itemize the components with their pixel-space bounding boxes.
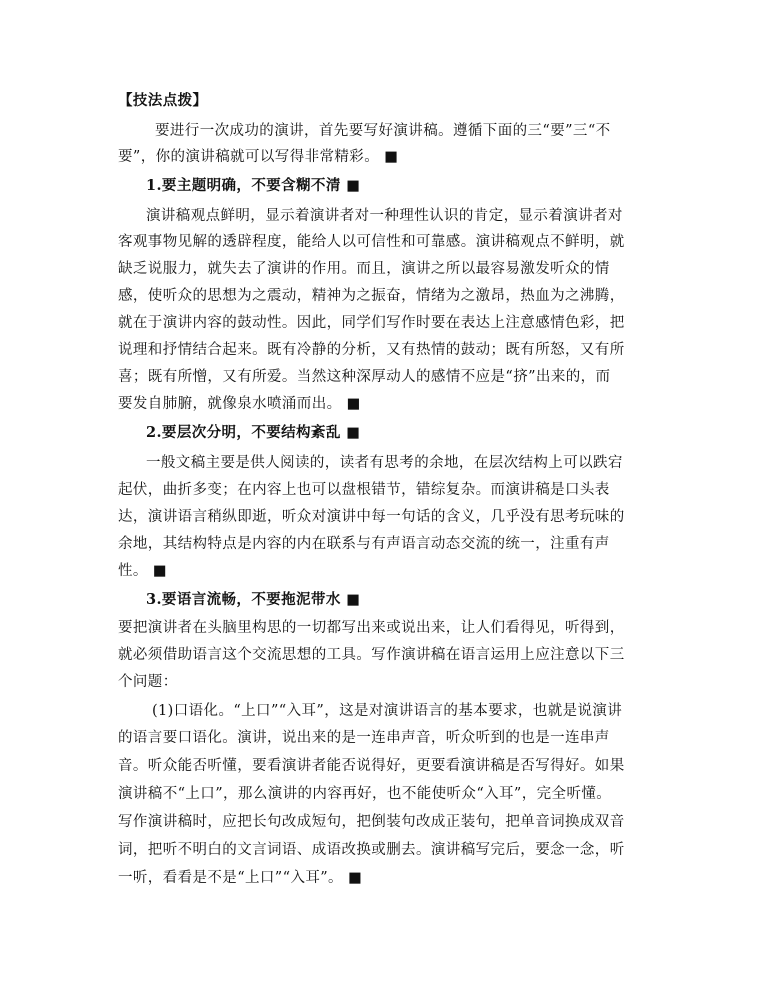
heading-3: 3.要语言流畅，不要拖泥带水 ■ [146,591,361,608]
paragraph-line: 就必须借助语言这个交流思想的工具。写作演讲稿在语言运用上应注意以下三 [118,647,625,663]
paragraph-line: 要发自肺腑，就像泉水喷涌而出。 ■ [118,396,361,412]
paragraph-line: 写作演讲稿时，应把长句改成短句，把倒装句改成正装句，把单音词换成双音 [118,814,625,830]
paragraph-line: 起伏，曲折多变；在内容上也可以盘根错节，错综复杂。而演讲稿是口头表 [118,482,610,498]
paragraph-line: 达，演讲语言稍纵即逝，听众对演讲中每一句话的含义，几乎没有思考玩味的 [118,509,625,525]
paragraph-line: 说理和抒情结合起来。既有冷静的分析，又有热情的鼓动；既有所怒，又有所 [118,342,625,358]
paragraph-line: 演讲稿不“上口”，那么演讲的内容再好，也不能使听众“入耳”，完全听懂。 [118,786,612,802]
paragraph-line: 词，把听不明白的文言词语、成语改换或删去。演讲稿写完后，要念一念，听 [118,842,625,858]
paragraph-line: 感，使听众的思想为之震动，精神为之振奋，情绪为之激昂，热血为之沸腾， [118,288,625,304]
paragraph-line: 的语言要口语化。演讲，说出来的是一连串声音，听众听到的也是一连串声 [118,730,610,746]
paragraph-line: (1)口语化。“上口”“入耳”，这是对演讲语言的基本要求，也就是说演讲 [152,703,623,719]
paragraph-line: 性。 ■ [118,563,167,579]
paragraph-line: 要把演讲者在头脑里构思的一切都写出来或说出来，让人们看得见，听得到， [118,620,625,636]
paragraph-line: 一般文稿主要是供人阅读的，读者有思考的余地，在层次结构上可以跌宕 [146,455,623,471]
paragraph-line: 客观事物见解的透辟程度，能给人以可信性和可靠感。演讲稿观点不鲜明，就 [118,234,625,250]
paragraph-line: 音。听众能否听懂，要看演讲者能否说得好，更要看演讲稿是否写得好。如果 [118,758,625,774]
paragraph-line: 缺乏说服力，就失去了演讲的作用。而且，演讲之所以最容易激发听众的情 [118,261,610,277]
paragraph-line: 余地，其结构特点是内容的内在联系与有声语言动态交流的统一，注重有声 [118,536,610,552]
paragraph-line: 就在于演讲内容的鼓动性。因此，同学们写作时要在表达上注意感情色彩，把 [118,315,625,331]
paragraph-line: 喜；既有所憎，又有所爱。当然这种深厚动人的感情不应是“挤”出来的，而 [118,369,611,385]
intro-line: 要进行一次成功的演讲，首先要写好演讲稿。遵循下面的三“要”三“不 [155,123,611,139]
paragraph-line: 一听，看看是不是“上口”“入耳”。 ■ [118,870,363,886]
section-title: 【技法点拨】 [118,92,208,109]
heading-1: 1.要主题明确，不要含糊不清 ■ [146,177,361,194]
paragraph-line: 演讲稿观点鲜明，显示着演讲者对一种理性认识的肯定，显示着演讲者对 [146,208,623,224]
intro-line: 要”，你的演讲稿就可以写得非常精彩。 ■ [118,149,399,165]
heading-2: 2.要层次分明，不要结构紊乱 ■ [146,424,361,441]
paragraph-line: 个问题： [118,674,178,690]
